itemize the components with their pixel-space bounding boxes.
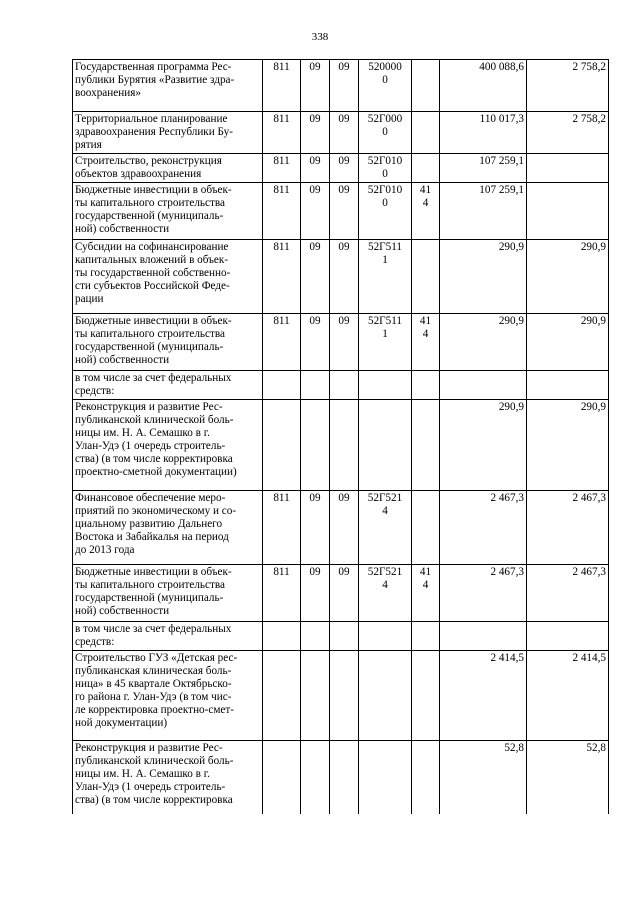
subsection-code-cell: 09	[330, 314, 359, 371]
section-code-cell	[301, 741, 330, 814]
expense-type-cell	[412, 371, 440, 400]
target-article-cell	[359, 371, 412, 400]
row-name-cell: Строительство ГУЗ «Детская рес- публиканская клиническая боль- ница» в 45 квартале Октябрьско- го района г. Улан-Удэ (в том чис- ле корректировка проектно-смет- ной документации)	[73, 651, 263, 741]
section-code-cell: 09	[301, 565, 330, 622]
federal-amount-cell: 2 414,5	[527, 651, 609, 741]
row-name-cell: в том числе за счет федеральных средств:	[73, 622, 263, 651]
target-article-cell: 52Г000 0	[359, 112, 412, 154]
total-amount-cell: 290,9	[440, 314, 527, 371]
ministry-code-cell	[263, 400, 301, 491]
row-name-cell: Реконструкция и развитие Рес- публиканской клинической боль- ницы им. Н. А. Семашко в г. Улан-Удэ (1 очередь строитель- ства) (в том числе корректировка	[73, 741, 263, 814]
federal-amount-cell: 2 758,2	[527, 112, 609, 154]
total-amount-cell: 2 467,3	[440, 491, 527, 565]
ministry-code-cell: 811	[263, 565, 301, 622]
row-name-cell: Бюджетные инвестиции в объек- ты капитального строительства государственной (муниципаль- ной) собственности	[73, 314, 263, 371]
federal-amount-cell	[527, 154, 609, 183]
table-row	[73, 183, 609, 240]
federal-amount-cell: 2 467,3	[527, 565, 609, 622]
target-article-cell: 52Г511 1	[359, 240, 412, 314]
ministry-code-cell: 811	[263, 491, 301, 565]
target-article-cell	[359, 651, 412, 741]
section-code-cell: 09	[301, 314, 330, 371]
total-amount-cell: 107 259,1	[440, 183, 527, 240]
federal-amount-cell: 2 758,2	[527, 60, 609, 112]
table-row	[73, 314, 609, 371]
row-name-cell: Бюджетные инвестиции в объек- ты капитального строительства государственной (муниципаль- ной) собственности	[73, 183, 263, 240]
row-name-cell: Финансовое обеспечение меро- приятий по экономическому и со- циальному развитию Дальнего Востока и Забайкалья на период до 2013 года	[73, 491, 263, 565]
table-row	[73, 622, 609, 651]
subsection-code-cell	[330, 400, 359, 491]
ministry-code-cell	[263, 371, 301, 400]
ministry-code-cell: 811	[263, 183, 301, 240]
expense-type-cell	[412, 154, 440, 183]
table-row	[73, 491, 609, 565]
section-code-cell: 09	[301, 154, 330, 183]
federal-amount-cell: 2 467,3	[527, 491, 609, 565]
ministry-code-cell: 811	[263, 154, 301, 183]
target-article-cell: 52Г521 4	[359, 491, 412, 565]
ministry-code-cell: 811	[263, 240, 301, 314]
table-row	[73, 565, 609, 622]
subsection-code-cell: 09	[330, 491, 359, 565]
page-number: 338	[311, 31, 329, 43]
table-row	[73, 651, 609, 741]
row-name-cell: Бюджетные инвестиции в объек- ты капитального строительства государственной (муниципаль- ной) собственности	[73, 565, 263, 622]
total-amount-cell: 107 259,1	[440, 154, 527, 183]
federal-amount-cell	[527, 183, 609, 240]
total-amount-cell: 110 017,3	[440, 112, 527, 154]
subsection-code-cell	[330, 622, 359, 651]
target-article-cell	[359, 741, 412, 814]
target-article-cell: 52Г511 1	[359, 314, 412, 371]
ministry-code-cell: 811	[263, 112, 301, 154]
expense-type-cell	[412, 60, 440, 112]
federal-amount-cell: 290,9	[527, 240, 609, 314]
table-row	[73, 741, 609, 814]
ministry-code-cell	[263, 651, 301, 741]
expense-type-cell	[412, 400, 440, 491]
row-name-cell: в том числе за счет федеральных средств:	[73, 371, 263, 400]
subsection-code-cell: 09	[330, 183, 359, 240]
expense-type-cell: 41 4	[412, 183, 440, 240]
subsection-code-cell: 09	[330, 60, 359, 112]
section-code-cell	[301, 400, 330, 491]
section-code-cell	[301, 622, 330, 651]
total-amount-cell: 290,9	[440, 240, 527, 314]
total-amount-cell: 2 414,5	[440, 651, 527, 741]
ministry-code-cell	[263, 622, 301, 651]
table-row	[73, 154, 609, 183]
federal-amount-cell: 52,8	[527, 741, 609, 814]
section-code-cell	[301, 651, 330, 741]
subsection-code-cell: 09	[330, 565, 359, 622]
federal-amount-cell: 290,9	[527, 400, 609, 491]
expense-type-cell: 41 4	[412, 314, 440, 371]
ministry-code-cell: 811	[263, 314, 301, 371]
section-code-cell: 09	[301, 240, 330, 314]
row-name-cell: Субсидии на софинансирование капитальных вложений в объек- ты государственной собственно- сти субъектов Российской Феде- рации	[73, 240, 263, 314]
expense-type-cell	[412, 491, 440, 565]
total-amount-cell: 2 467,3	[440, 565, 527, 622]
section-code-cell: 09	[301, 60, 330, 112]
budget-table	[72, 59, 609, 814]
total-amount-cell: 52,8	[440, 741, 527, 814]
subsection-code-cell: 09	[330, 154, 359, 183]
section-code-cell	[301, 371, 330, 400]
target-article-cell	[359, 622, 412, 651]
expense-type-cell	[412, 651, 440, 741]
table-row	[73, 400, 609, 491]
table-row	[73, 60, 609, 112]
target-article-cell: 52Г521 4	[359, 565, 412, 622]
expense-type-cell	[412, 741, 440, 814]
target-article-cell: 52Г010 0	[359, 183, 412, 240]
target-article-cell: 520000 0	[359, 60, 412, 112]
expense-type-cell: 41 4	[412, 565, 440, 622]
row-name-cell: Территориальное планирование здравоохранения Республики Бу- рятия	[73, 112, 263, 154]
section-code-cell: 09	[301, 112, 330, 154]
subsection-code-cell	[330, 651, 359, 741]
table-row	[73, 371, 609, 400]
table-row	[73, 240, 609, 314]
target-article-cell	[359, 400, 412, 491]
section-code-cell: 09	[301, 183, 330, 240]
subsection-code-cell: 09	[330, 240, 359, 314]
row-name-cell: Реконструкция и развитие Рес- публиканской клинической боль- ницы им. Н. А. Семашко в г. Улан-Удэ (1 очередь строитель- ства) (в том числе корректировка проектно-сметной документации)	[73, 400, 263, 491]
expense-type-cell	[412, 240, 440, 314]
table-row	[73, 112, 609, 154]
row-name-cell: Государственная программа Рес- публики Бурятия «Развитие здра- воохранения»	[73, 60, 263, 112]
ministry-code-cell: 811	[263, 60, 301, 112]
expense-type-cell	[412, 112, 440, 154]
total-amount-cell: 290,9	[440, 400, 527, 491]
total-amount-cell: 400 088,6	[440, 60, 527, 112]
expense-type-cell	[412, 622, 440, 651]
target-article-cell: 52Г010 0	[359, 154, 412, 183]
subsection-code-cell: 09	[330, 112, 359, 154]
subsection-code-cell	[330, 371, 359, 400]
total-amount-cell	[440, 371, 527, 400]
row-name-cell: Строительство, реконструкция объектов здравоохранения	[73, 154, 263, 183]
total-amount-cell	[440, 622, 527, 651]
federal-amount-cell	[527, 371, 609, 400]
ministry-code-cell	[263, 741, 301, 814]
federal-amount-cell: 290,9	[527, 314, 609, 371]
section-code-cell: 09	[301, 491, 330, 565]
subsection-code-cell	[330, 741, 359, 814]
federal-amount-cell	[527, 622, 609, 651]
